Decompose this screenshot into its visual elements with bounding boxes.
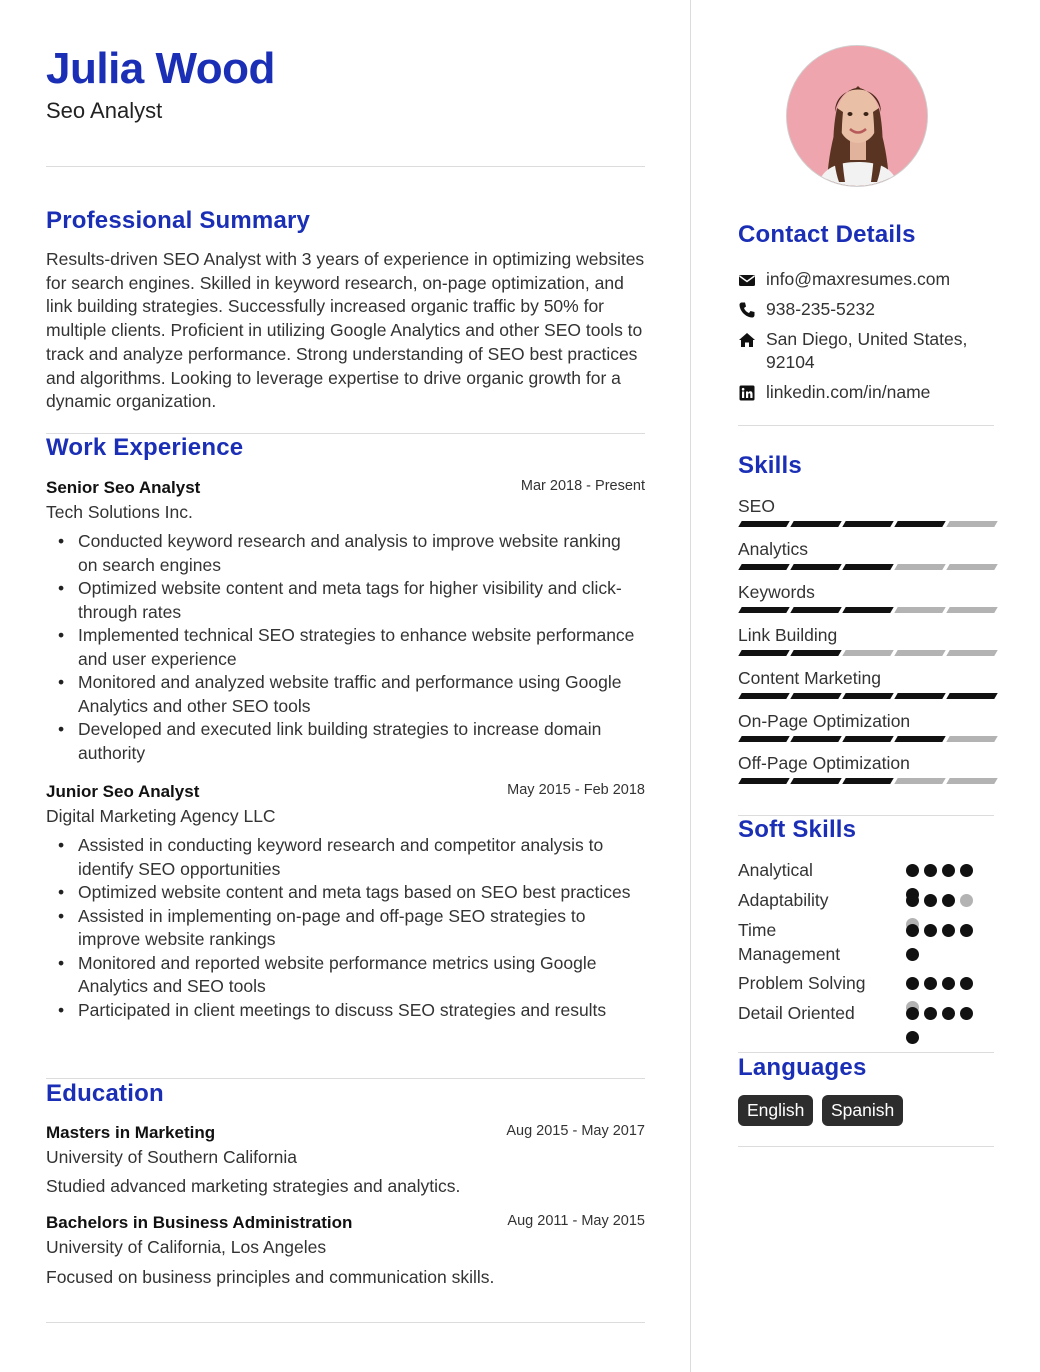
rating-dot <box>960 894 973 907</box>
skill-segment <box>894 736 945 742</box>
job-date: Mar 2018 - Present <box>520 478 645 494</box>
rating-dot <box>942 864 955 877</box>
job-title: Junior Seo Analyst <box>46 782 200 801</box>
job-title: Senior Seo Analyst <box>46 478 201 497</box>
education-date: Aug 2011 - May 2015 <box>507 1213 645 1229</box>
education-date: Aug 2015 - May 2017 <box>506 1123 645 1139</box>
rating-dot <box>906 924 919 937</box>
school: University of California, Los Angeles <box>46 1237 327 1257</box>
education-desc: Studied advanced marketing strategies and analytics. <box>46 1176 461 1196</box>
list-item: • Optimized website content and meta tags for higher visibility and click-through rates <box>78 577 645 624</box>
rating-dot <box>960 924 973 937</box>
email-text: info@maxresumes.com <box>766 269 951 289</box>
rating-dot <box>960 977 973 990</box>
skill-level-bar <box>738 564 994 570</box>
list-item: • Monitored and reported website performance metrics using Google Analytics and SEO tools <box>78 952 645 999</box>
skill-name: Content Marketing <box>738 668 881 688</box>
list-item: • Assisted in implementing on-page and off-page SEO strategies to improve website rankings <box>78 905 645 952</box>
divider <box>46 1078 645 1079</box>
job-date: May 2015 - Feb 2018 <box>507 782 645 798</box>
work-heading: Work Experience <box>46 434 244 461</box>
linkedin-text: linkedin.com/in/name <box>766 382 931 402</box>
skill-segment <box>738 521 789 527</box>
skill-segment <box>894 521 945 527</box>
linkedin-icon <box>738 384 756 402</box>
soft-skill-name: Time Management <box>738 920 841 964</box>
candidate-title: Seo Analyst <box>46 98 163 123</box>
job-company: Digital Marketing Agency LLC <box>46 806 276 826</box>
skill-segment <box>842 693 893 699</box>
summary-text: Results-driven SEO Analyst with 3 years of experience in optimizing websites for search engines. Skilled in keyword research, on-page optimization, and link building strategies. Successfully increased organic traffic by 50% for multiple clients. Proficient in utilizing Google Analytics and other SEO tools to track and analyze performance. Strong understanding of SEO best practices and algorithms. Looking to leverage expertise to drive organic growth for a dynamic organization. <box>46 249 645 412</box>
soft-skill-rating <box>906 1007 986 1047</box>
rating-dot <box>942 894 955 907</box>
skill-level-bar <box>738 650 994 656</box>
contact-heading: Contact Details <box>738 221 916 248</box>
skill-segment <box>842 736 893 742</box>
rating-dot <box>960 1007 973 1020</box>
skill-name: Analytics <box>738 539 809 559</box>
list-item: • Conducted keyword research and analysis to improve website ranking on search engines <box>78 530 645 577</box>
skill-segment <box>738 693 789 699</box>
skill-segment <box>738 564 789 570</box>
education-desc: Focused on business principles and communication skills. <box>46 1267 495 1287</box>
skill-level-bar <box>738 778 994 784</box>
job-bullets <box>78 834 645 1022</box>
rating-dot <box>906 864 919 877</box>
rating-dot <box>906 977 919 990</box>
portrait-image <box>787 46 928 187</box>
list-item: • Assisted in conducting keyword research and competitor analysis to identify SEO opportunities <box>78 834 645 881</box>
home-icon <box>738 331 756 349</box>
skill-segment <box>738 650 789 656</box>
skill-segment <box>946 693 997 699</box>
skill-name: Keywords <box>738 582 815 602</box>
skill-segment <box>842 778 893 784</box>
list-item: • Participated in client meetings to discuss SEO strategies and results <box>78 999 645 1023</box>
skill-segment <box>842 650 893 656</box>
soft-skills-heading: Soft Skills <box>738 816 857 843</box>
rating-dot <box>924 894 937 907</box>
rating-dot <box>960 864 973 877</box>
skill-segment <box>946 650 997 656</box>
skill-segment <box>842 521 893 527</box>
skill-segment <box>790 650 841 656</box>
skill-segment <box>842 607 893 613</box>
candidate-name: Julia Wood <box>46 44 275 93</box>
skill-segment <box>790 521 841 527</box>
rating-dot <box>924 924 937 937</box>
divider <box>46 1322 645 1323</box>
job-bullets <box>78 530 645 765</box>
skill-level-bar <box>738 521 994 527</box>
degree: Masters in Marketing <box>46 1123 216 1142</box>
degree: Bachelors in Business Administration <box>46 1213 353 1232</box>
skill-level-bar <box>738 736 994 742</box>
summary-heading: Professional Summary <box>46 207 311 234</box>
skill-segment <box>790 564 841 570</box>
list-item: • Developed and executed link building strategies to increase domain authority <box>78 718 645 765</box>
skill-segment <box>946 736 997 742</box>
list-item: • Monitored and analyzed website traffic and performance using Google Analytics and other SEO tools <box>78 671 645 718</box>
avatar <box>786 45 928 187</box>
skill-segment <box>894 778 945 784</box>
divider <box>738 1052 994 1053</box>
skill-segment <box>738 778 789 784</box>
soft-skill-name: Adaptability <box>738 890 829 910</box>
skill-segment <box>946 778 997 784</box>
skill-segment <box>894 650 945 656</box>
language-list <box>738 1095 994 1127</box>
skill-segment <box>790 693 841 699</box>
column-divider <box>690 0 691 1372</box>
job-company: Tech Solutions Inc. <box>46 502 193 522</box>
soft-skill-name: Analytical <box>738 860 813 880</box>
skill-segment <box>894 607 945 613</box>
rating-dot <box>906 948 919 961</box>
rating-dot <box>942 977 955 990</box>
rating-dot <box>906 894 919 907</box>
envelope-icon <box>738 271 756 289</box>
soft-skill-name: Problem Solving <box>738 973 866 993</box>
school: University of Southern California <box>46 1147 297 1167</box>
skill-segment <box>946 564 997 570</box>
skill-level-bar <box>738 607 994 613</box>
skill-segment <box>738 607 789 613</box>
rating-dot <box>906 1007 919 1020</box>
skill-segment <box>790 736 841 742</box>
skills-heading: Skills <box>738 452 802 479</box>
skill-segment <box>790 778 841 784</box>
rating-dot <box>942 1007 955 1020</box>
skill-name: Off-Page Optimization <box>738 753 910 773</box>
soft-skill-name: Detail Oriented <box>738 1003 855 1023</box>
languages-heading: Languages <box>738 1054 867 1081</box>
skill-name: Link Building <box>738 625 838 645</box>
skill-segment <box>738 736 789 742</box>
divider <box>738 425 994 426</box>
soft-skill-rating <box>906 924 986 964</box>
skill-level-bar <box>738 693 994 699</box>
address-text: San Diego, United States, 92104 <box>766 329 968 372</box>
skill-segment <box>894 564 945 570</box>
list-item: • Optimized website content and meta tags based on SEO best practices <box>78 881 645 905</box>
language-badge: Spanish <box>822 1095 903 1126</box>
skill-segment <box>946 607 997 613</box>
divider <box>738 1146 994 1147</box>
language-badge: English <box>738 1095 813 1126</box>
rating-dot <box>906 1031 919 1044</box>
list-item: • Implemented technical SEO strategies to enhance website performance and user experience <box>78 624 645 671</box>
rating-dot <box>924 1007 937 1020</box>
skill-name: SEO <box>738 496 775 516</box>
skill-segment <box>946 521 997 527</box>
divider <box>46 166 645 167</box>
phone-text: 938-235-5232 <box>766 299 875 319</box>
rating-dot <box>924 977 937 990</box>
skill-segment <box>790 607 841 613</box>
skill-segment <box>894 693 945 699</box>
education-heading: Education <box>46 1080 164 1107</box>
phone-icon <box>738 301 756 319</box>
rating-dot <box>924 864 937 877</box>
rating-dot <box>942 924 955 937</box>
skill-segment <box>842 564 893 570</box>
skill-name: On-Page Optimization <box>738 711 911 731</box>
